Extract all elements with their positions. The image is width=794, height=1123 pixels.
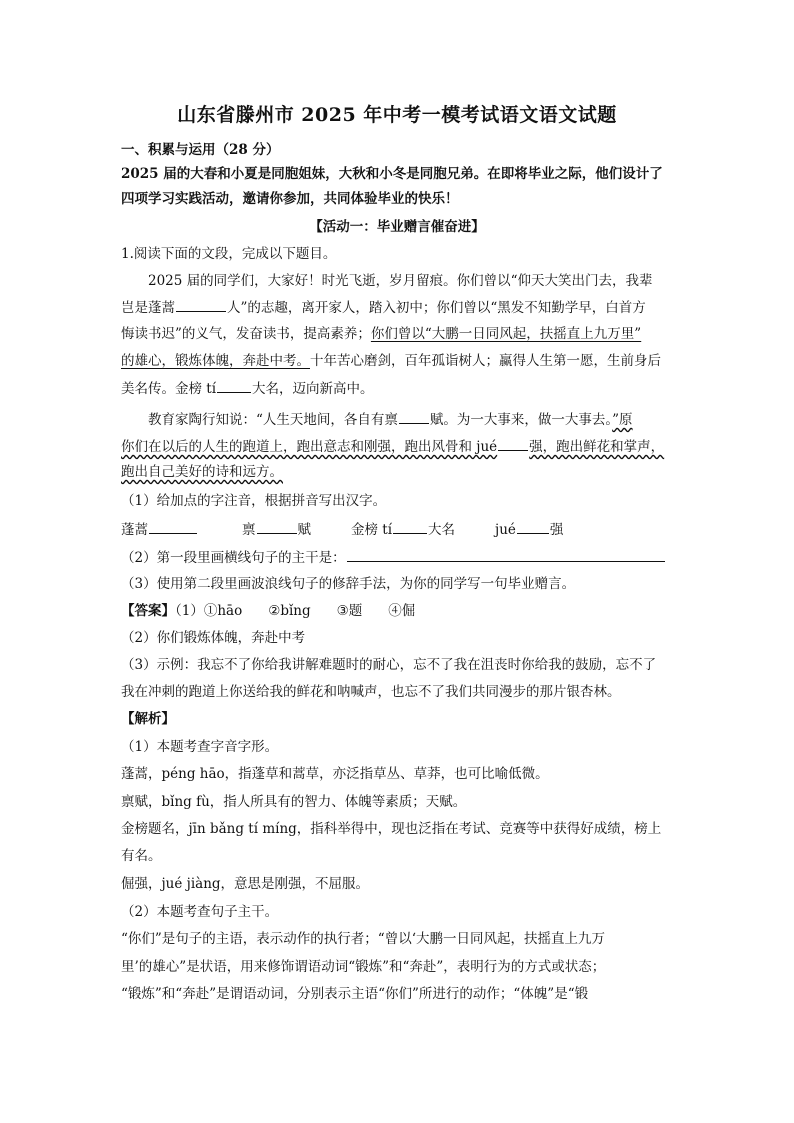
intro-line-1: 2025 届的大春和小夏是同胞姐妹，大秋和小冬是同胞兄弟。在即将毕业之际，他们设计了	[121, 166, 663, 182]
underlined-sentence: 你们曾以“大鹏一日同风起，扶摇直上九万里”	[370, 326, 642, 342]
fill-in-row: 蓬蒿 禀 赋 金榜 tí 大名 jué 强	[121, 522, 564, 538]
passage1-line-4: 的雄心，锻炼体魄，奔赴中考。十年苦心磨剑，百年孤诣树人；赢得人生第一愿，生前身后	[121, 353, 661, 369]
sub-question-2: （2）第一段里画横线句子的主干是：	[121, 548, 666, 567]
analysis-line: 禀赋，bǐng fù，指人所具有的智力、体魄等素质；天赋。	[121, 794, 467, 810]
answer-line-1: 【答案】（1）①hāo ②bǐng ③题 ④倔	[121, 603, 416, 619]
fill-blank[interactable]	[217, 379, 251, 393]
fill-blank[interactable]	[176, 298, 226, 312]
answer-blank[interactable]	[517, 520, 549, 534]
underlined-sentence: 的雄心，锻炼体魄，奔赴中考。	[121, 353, 310, 369]
analysis-line: 蓬蒿，péng hāo，指蓬草和蒿草，亦泛指草丛、草莽，也可比喻低微。	[121, 766, 549, 782]
analysis-line: 金榜题名，jīn bǎng tí míng，指科举得中，现也泛指在考试、竞赛等中获得好成绩，榜上	[121, 821, 662, 837]
passage2-line-2: 你们在以后的人生的跑道上，跑出意志和刚强，跑出风骨和 jué 强，跑出鲜花和掌声，	[121, 439, 665, 455]
sub-question-3: （3）使用第二段里画波浪线句子的修辞手法，为你的同学写一句毕业赠言。	[121, 576, 576, 592]
analysis-line: 里’的雄心”是状语，用来修饰谓语动词“锻炼”和“奔赴”，表明行为的方式或状态；	[121, 959, 606, 975]
passage2-line-3: 跑出自己美好的诗和远方。	[121, 464, 283, 480]
page-title: 山东省滕州市 2025 年中考一模考试语文语文试题	[177, 104, 617, 126]
answer-blank[interactable]	[257, 520, 297, 534]
analysis-line: 倔强，jué jiàng，意思是刚强，不屈服。	[121, 876, 370, 892]
answer-blank[interactable]	[149, 520, 197, 534]
analysis-line: （2）本题考查句子主干。	[121, 904, 279, 920]
passage1-line-3: 悔读书迟”的义气，发奋读书，提高素养；你们曾以“大鹏一日同风起，扶摇直上九万里”	[121, 326, 642, 342]
analysis-label: 【解析】	[121, 711, 175, 727]
passage1-line-1: 2025 届的同学们，大家好！时光飞逝，岁月留痕。你们曾以“仰天大笑出门去，我辈	[148, 273, 653, 289]
passage2-line-1: 教育家陶行知说：“人生天地间，各自有禀 赋。为一大事来，做一大事去。”原	[148, 412, 633, 428]
analysis-line: （1）本题考查字音字形。	[121, 739, 279, 755]
section-heading: 一、积累与运用（28 分）	[121, 142, 280, 158]
answer-line-4: 我在冲刺的跑道上你送给我的鲜花和呐喊声，也忘不了我们共同漫步的那片银杏林。	[121, 684, 621, 700]
activity-heading: 【活动一：毕业赠言催奋进】	[309, 219, 485, 235]
question-1: 1.阅读下面的文段，完成以下题目。	[121, 246, 337, 262]
analysis-line: 有名。	[121, 848, 162, 864]
analysis-line: “锻炼”和“奔赴”是谓语动词，分别表示主语“你们”所进行的动作；“体魄”是“锻	[121, 986, 589, 1002]
answer-blank[interactable]	[393, 520, 427, 534]
passage1-line-2: 岂是蓬蒿 人”的志趣，离开家人，踏入初中；你们曾以“黑发不知勤学早，白首方	[121, 300, 646, 316]
sub-question-1: （1）给加点的字注音，根据拼音写出汉字。	[121, 493, 387, 509]
fill-blank[interactable]	[399, 410, 429, 424]
analysis-line: “你们”是句子的主语，表示动作的执行者；“曾以‘大鹏一日同风起，扶摇直上九万	[121, 931, 605, 947]
answer-line-3: （3）示例：我忘不了你给我讲解难题时的耐心，忘不了我在沮丧时你给我的鼓励，忘不了	[121, 657, 657, 673]
intro-line-2: 四项学习实践活动，邀请你参加，共同体验毕业的快乐！	[121, 191, 459, 207]
answer-line-2: （2）你们锻炼体魄，奔赴中考	[121, 630, 306, 646]
answer-blank[interactable]	[347, 548, 665, 562]
fill-blank[interactable]	[498, 437, 528, 451]
passage1-line-5: 美名传。金榜 tí 大名，迈向新高中。	[121, 381, 374, 397]
